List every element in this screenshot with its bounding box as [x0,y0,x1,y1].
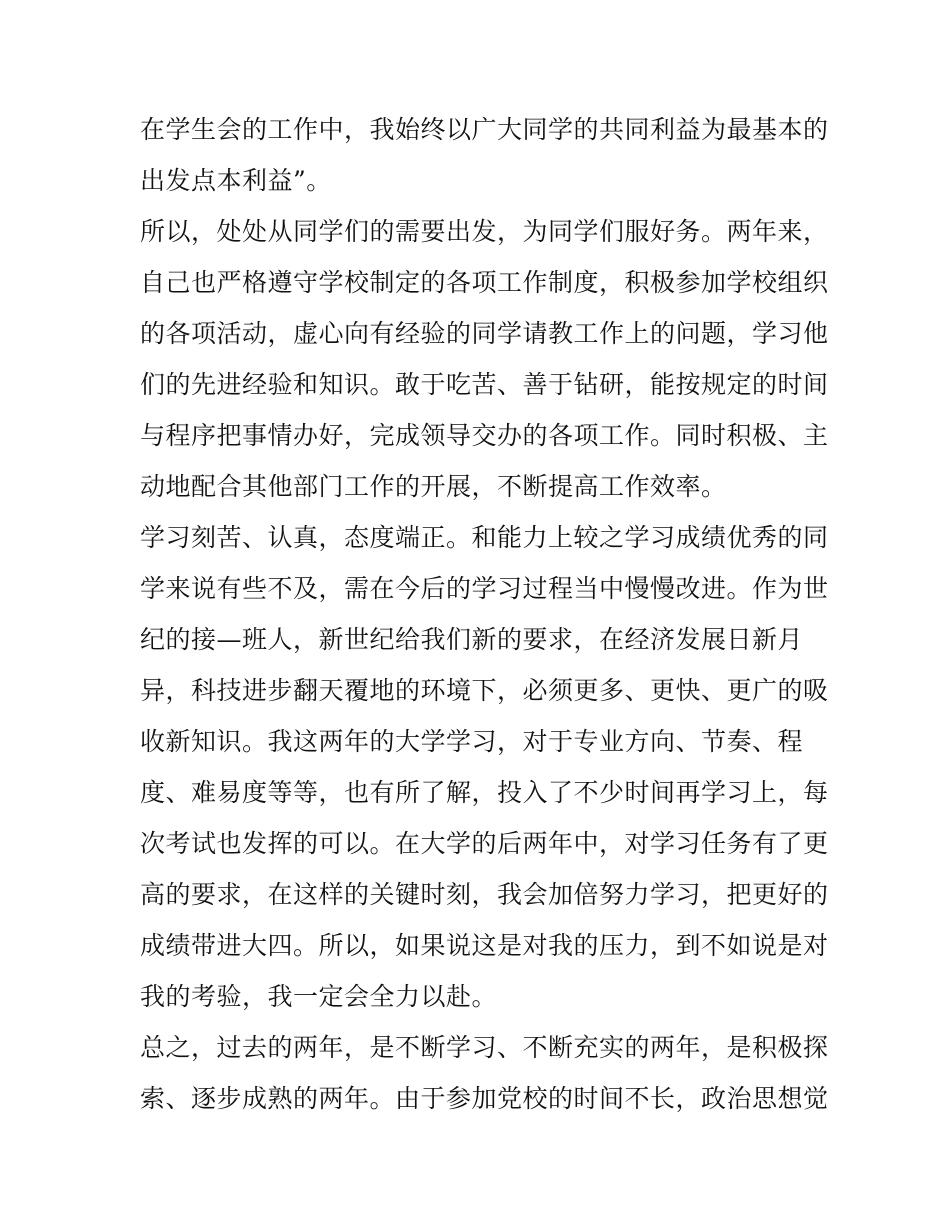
text-line: 所以，处处从同学们的需要出发，为同学们服好务。两年来， [140,217,829,246]
text-line: 索、逐步成熟的两年。由于参加党校的时间不长，政治思想觉 [140,1084,829,1113]
text-line: 度、难易度等等，也有所了解，投入了不少时间再学习上，每 [140,778,829,807]
text-line: 纪的接—班人，新世纪给我们新的要求，在经济发展日新月 [140,625,804,654]
text-line: 成绩带进大四。所以，如果说这是对我的压力，到不如说是对 [140,931,829,960]
text-line: 学来说有些不及，需在今后的学习过程当中慢慢改进。作为世 [140,574,829,603]
text-line: 高的要求，在这样的关键时刻，我会加倍努力学习，把更好的 [140,880,829,909]
text-line: 总之，过去的两年，是不断学习、不断充实的两年，是积极探 [140,1033,829,1062]
text-line: 我的考验，我一定会全力以赴。 [140,982,498,1011]
text-line: 的各项活动，虚心向有经验的同学请教工作上的问题，学习他 [140,319,829,348]
text-line: 在学生会的工作中，我始终以广大同学的共同利益为最基本的 [140,115,829,144]
text-line: 出发点本利益”。 [140,166,332,195]
text-line: 异，科技进步翻天覆地的环境下，必须更多、更快、更广的吸 [140,676,829,705]
text-line: 们的先进经验和知识。敢于吃苦、善于钻研，能按规定的时间 [140,370,829,399]
text-line: 学习刻苦、认真，态度端正。和能力上较之学习成绩优秀的同 [140,523,829,552]
text-line: 与程序把事情办好，完成领导交办的各项工作。同时积极、主 [140,421,829,450]
text-line: 自己也严格遵守学校制定的各项工作制度，积极参加学校组织 [140,268,829,297]
text-line: 次考试也发挥的可以。在大学的后两年中，对学习任务有了更 [140,829,829,858]
text-line: 收新知识。我这两年的大学学习，对于专业方向、节奏、程 [140,727,804,756]
text-line: 动地配合其他部门工作的开展，不断提高工作效率。 [140,472,727,501]
